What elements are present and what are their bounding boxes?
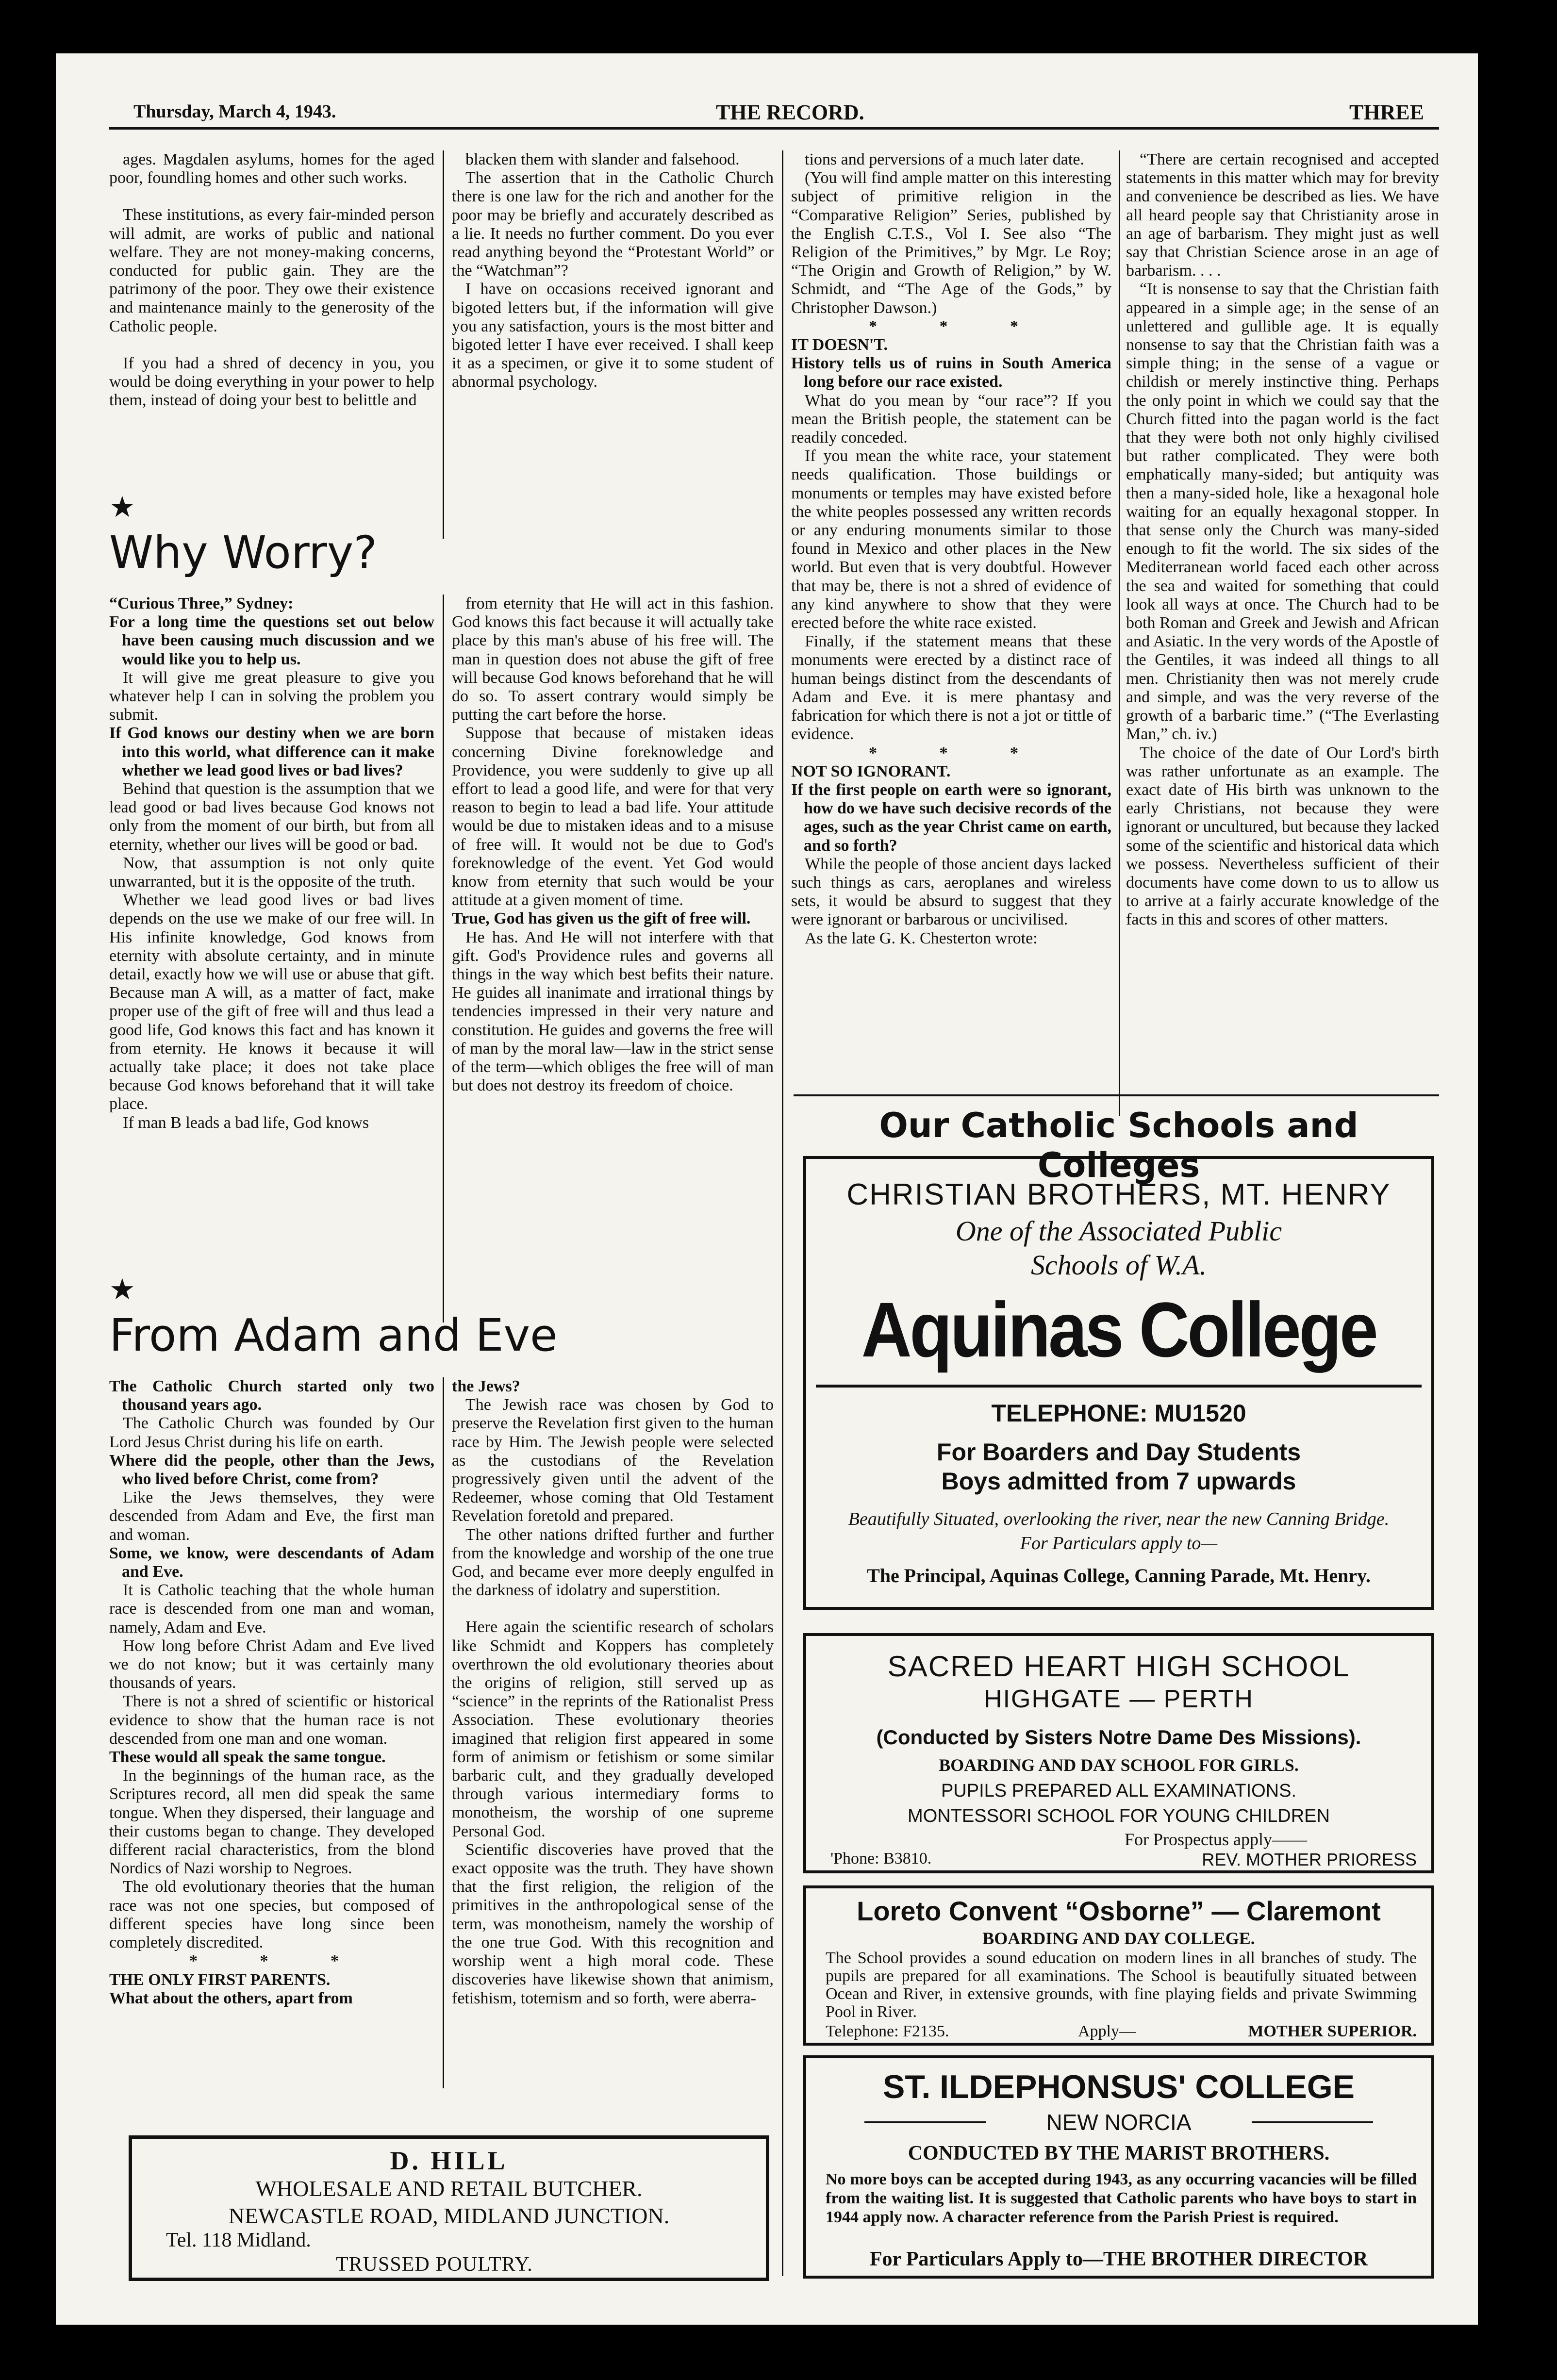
- paragraph: The assertion that in the Catholic Church there is one law for the rich and another for the poor may be briefly and accurately described as a lie. It needs no further comment. Do you ever read anything beyond the “Protestant World” or the “Watchman”?: [452, 169, 774, 280]
- paragraph: For a long time the questions set out below have been causing much discussion and we would like you to help us.: [109, 613, 434, 668]
- ad-line: For Particulars apply to—: [1020, 1533, 1218, 1554]
- paragraph: The Catholic Church started only two thousand years ago.: [109, 1377, 434, 1414]
- why-worry-col1: [109, 595, 434, 1132]
- heading-adam-and-eve: From Adam and Eve: [109, 1309, 558, 1361]
- article-continuation-col1: [109, 150, 434, 410]
- paragraph: “It is nonsense to say that the Christian faith appeared in a simple age; in the sense of an unlettered and gullible age. It is equally nonsense to say that the Christian faith was a simple thing; in the sense of a vague or childish or merely instinctive thing. Perhaps the only point in which we could say that the Church fitted into the pagan world is the fact that they were both not only highly civilised but rather complicated. They were both emphatically many-sided; but antiquity was then a many-sided hole, like a hexagonal hole waiting for an equally hexagonal stopper. In that sense only the Church was many-sided enough to fit the world. The six sides of the Mediterranean world faced each other across the sea and waited for something that could look all ways at once. The Church had to be both Roman and Greek and Jewish and African and Asiatic. In the very words of the Apostle of the Gentiles, it was indeed all things to all men. Christianity then was not merely crude and simple, and was the very reverse of the growth of a barbaric time.” (“The Everlasting Man,” ch. iv.): [1126, 280, 1439, 744]
- paragraph: the Jews?: [452, 1377, 520, 1395]
- ad-signature: REV. MOTHER PRIORESS: [1202, 1850, 1417, 1869]
- paragraph: NOT SO IGNORANT.: [791, 762, 951, 780]
- paragraph: I have on occasions received ignorant and bigoted letters but, if the information will give you any satisfaction, yours is the most bitter and bigoted letter I have ever received. I shall keep it as a specimen, or give it to some student of abnormal psychology.: [452, 280, 774, 391]
- page-number: THREE: [1349, 100, 1424, 124]
- schools-heading: Our Catholic Schools and Colleges: [879, 1106, 1358, 1185]
- ad-line: WHOLESALE AND RETAIL BUTCHER.: [255, 2176, 643, 2201]
- ad-line: D. HILL: [390, 2146, 508, 2175]
- ad-line: For Boarders and Day Students: [936, 1438, 1301, 1466]
- aquinas-title: Aquinas College: [861, 1286, 1376, 1373]
- paragraph: tions and perversions of a much later date.: [805, 150, 1084, 168]
- paragraph: * * *: [869, 317, 1047, 335]
- paragraph: * * *: [189, 1952, 368, 1970]
- paragraph: These institutions, as every fair-minded person will admit, are works of public and national welfare. They are not money-making concerns, conducted for public gain. They are the patrimony of the poor. They owe their existence and maintenance mainly to the generosity of the Catholic people.: [109, 206, 434, 335]
- paragraph: History tells us of ruins in South America long before our race existed.: [791, 354, 1111, 391]
- ad-phone: Tel. 118 Midland.: [166, 2229, 311, 2251]
- article-col4: [1126, 150, 1439, 929]
- paragraph: Behind that question is the assumption that we lead good or bad lives because God knows not only from the moment of our birth, but from all eternity, whether our lives will be good or bad.: [109, 780, 434, 854]
- header-rule: [109, 127, 1439, 130]
- ad-line: One of the Associated Public: [955, 1215, 1282, 1247]
- paragraph: The Jewish race was chosen by God to preserve the Revelation first given to the human race by Him. The Jewish people were selected as the custodians of the Revelation progressively given until the advent of the Redeemer, whose coming that Old Testament Revelation foretold and prepared.: [452, 1396, 774, 1525]
- paragraph: The Catholic Church was founded by Our Lord Jesus Christ during his life on earth.: [109, 1414, 434, 1451]
- ad-line: The Principal, Aquinas College, Canning Parade, Mt. Henry.: [867, 1565, 1371, 1587]
- paragraph: “There are certain recognised and accepted statements in this matter which may for brevity and convenience be described as lies. We have all heard people say that Christianity arose in an age of barbarism. They might just as well say that Christian Science arose in an age of barbarism. . . .: [1126, 150, 1439, 280]
- ad-d-hill-butcher: [129, 2135, 769, 2281]
- paragraph: In the beginnings of the human race, as the Scriptures record, all men did speak the same tongue. When they dispersed, their language and their customs began to change. They developed different racial characteristics, from the blond Nordics of Nazi worship to Negroes.: [109, 1767, 434, 1878]
- ad-line: BOARDING AND DAY COLLEGE.: [982, 1929, 1255, 1948]
- star-ornament: ★: [109, 491, 135, 523]
- paragraph: If you mean the white race, your statement needs qualification. Those buildings or monuments or temples may have existed before the white peoples possessed any written records or any enduring monuments similar to those found in Mexico and other places in the New world. But even that is very doubtful. However that may be, there is not a shred of evidence of any kind anywhere to show that they were erected before the white race existed.: [791, 447, 1111, 632]
- paragraph: How long before Christ Adam and Eve lived we do not know; but it was certainly many thousands of years.: [109, 1636, 434, 1692]
- ad-telephone: TELEPHONE: MU1520: [991, 1400, 1246, 1427]
- paragraph: ages. Magdalen asylums, homes for the aged poor, foundling homes and other such works.: [109, 150, 434, 187]
- paragraph: “Curious Three,” Sydney:: [109, 595, 294, 612]
- why-worry-col2: [452, 595, 774, 1095]
- paragraph: What do you mean by “our race”? If you mean the British people, the statement can be readily conceded.: [791, 391, 1111, 447]
- newspaper-page: [56, 53, 1478, 2325]
- heading-why-worry: Why Worry?: [109, 527, 378, 578]
- ad-sacred-heart: [803, 1633, 1434, 1873]
- paragraph: If the first people on earth were so ignorant, how do we have such decisive records of the ages, such as the year Christ came on earth, and so forth?: [791, 780, 1111, 855]
- column-rule: [1119, 150, 1120, 1116]
- paragraph: There is not a shred of scientific or historical evidence to show that the human race is not descended from one man and one woman.: [109, 1692, 434, 1748]
- ad-apply: Apply—: [1078, 2022, 1136, 2040]
- star-ornament: ★: [109, 1273, 135, 1306]
- issue-date: Thursday, March 4, 1943.: [133, 101, 336, 122]
- ad-body: The School provides a sound education on modern lines in all branches of study. The pupils are prepared for all examinations. The School is beautifully situated between Ocean and River, in extensive grounds, with fine playing fields and private Swimming Pool in River.: [826, 1949, 1417, 2021]
- ad-line: Beautifully Situated, overlooking the river, near the new Canning Bridge.: [848, 1509, 1390, 1529]
- ad-phone: 'Phone: B3810.: [830, 1850, 932, 1868]
- paragraph: He has. And He will not interfere with that gift. God's Providence rules and governs all things in the way which best befits their nature. He guides all inanimate and irrational things by tendencies impressed in their very nature and constitution. He guides and governs the free will of man by the moral law—law in the strict sense of the term—which obliges the free will of man but does not destroy its freedom of choice.: [452, 928, 774, 1095]
- paragraph: Whether we lead good lives or bad lives depends on the use we make of our free will. In His infinite knowledge, God knows from eternity with absolute certainty, and in minute detail, exactly how we will use or abuse that gift. Because man A will, as a matter of fact, make proper use of the gift of free will and thus lead a good life, God knows this fact and has known it from eternity. He knows it because it will actually take place; it does not take place because God knows beforehand that it will take place.: [109, 891, 434, 1113]
- ad-line: PUPILS PREPARED ALL EXAMINATIONS.: [941, 1781, 1297, 1801]
- paragraph: It is Catholic teaching that the whole human race is descended from one man and woman, namely, Adam and Eve.: [109, 1581, 434, 1636]
- ad-body: No more boys can be accepted during 1943, as any occurring vacancies will be filled from the waiting list. It is suggested that Catholic parents who have boys to start in 1944 apply now. A character reference from the Parish Priest is required.: [826, 2170, 1417, 2226]
- ad-line: NEW NORCIA: [1046, 2110, 1192, 2135]
- ad-line: ST. ILDEPHONSUS' COLLEGE: [882, 2068, 1355, 2105]
- paragraph: Suppose that because of mistaken ideas concerning Divine foreknowledge and Providence, you were suddenly to give up all effort to lead a good life, and were for that very reason to begin to lead a bad life. Your attitude would be due to mistaken ideas and to a misuse of free will. It would not be due to God's foreknowledge of the event. Yet God would know from eternity that such would be your attitude at a given moment of time.: [452, 724, 774, 909]
- ad-line: Boys admitted from 7 upwards: [941, 1468, 1296, 1495]
- column-rule: [782, 150, 783, 2276]
- paragraph: If you had a shred of decency in you, you would be doing everything in your power to help them, instead of doing your best to belittle and: [109, 354, 434, 410]
- paragraph: What about the others, apart from: [109, 1989, 353, 2007]
- ad-line: BOARDING AND DAY SCHOOL FOR GIRLS.: [939, 1755, 1299, 1775]
- ad-line: For Prospectus apply——: [1125, 1830, 1307, 1849]
- article-continuation-col2: [452, 150, 774, 392]
- paragraph: Some, we know, were descendants of Adam and Eve.: [109, 1544, 434, 1581]
- ad-st-ildephonsus: [803, 2055, 1434, 2279]
- ad-phone: Telephone: F2135.: [826, 2022, 949, 2040]
- adam-eve-col2: [452, 1377, 774, 2008]
- paragraph: If God knows our destiny when we are born into this world, what difference can it make whether we lead good lives or bad lives?: [109, 724, 434, 779]
- column-rule: [443, 150, 444, 539]
- paragraph: These would all speak the same tongue.: [109, 1748, 386, 1767]
- column-rule: [443, 1377, 444, 2088]
- paragraph: Scientific discoveries have proved that the exact opposite was the truth. They have shown that the first religion, the religion of the primitives in the anthropological sense of the term, was monotheism, namely the worship of the one true God. With this recognition and worship went a high moral code. These discoveries have likewise shown that animism, fetishism, totemism and so forth, were aberra-: [452, 1840, 774, 2007]
- ad-line: CONDUCTED BY THE MARIST BROTHERS.: [908, 2142, 1330, 2165]
- paragraph: IT DOESN'T.: [791, 336, 888, 354]
- paragraph: If man B leads a bad life, God knows: [123, 1113, 369, 1132]
- ad-line: For Particulars Apply to—THE BROTHER DIRECTOR: [869, 2248, 1368, 2270]
- paragraph: (You will find ample matter on this interesting subject of primitive religion in the “Comparative Religion” Series, published by the English C.T.S., Vol I. See also “The Religion of the Primitives,” by Mgr. Le Roy; “The Origin and Growth of Religion,” by W. Schmidt, and “The Age of the Gods,” by Christopher Dawson.): [791, 169, 1111, 317]
- paragraph: blacken them with slander and falsehood.: [465, 150, 740, 168]
- column-rule: [443, 595, 444, 1322]
- paragraph: Here again the scientific research of scholars like Schmidt and Koppers has completely overthrown the old evolutionary theories about the origins of religion, still served up as “science” in the reprints of the Rationalist Press Association. These evolutionary theories imagined that religion first appeared in some form of animism or fetishism or some similar barbaric cult, and they gradually developed through various intermediary forms to monotheism, the worship of one supreme Personal God.: [452, 1618, 774, 1840]
- ad-rule: [816, 1385, 1422, 1388]
- ad-line: Loreto Convent “Osborne” — Claremont: [857, 1896, 1381, 1926]
- adam-eve-col1: [109, 1377, 434, 2008]
- ad-line: Schools of W.A.: [1031, 1249, 1207, 1281]
- ad-line: SACRED HEART HIGH SCHOOL: [887, 1650, 1350, 1683]
- paragraph: Now, that assumption is not only quite unwarranted, but it is the opposite of the truth.: [109, 854, 434, 891]
- ad-line: MONTESSORI SCHOOL FOR YOUNG CHILDREN: [908, 1806, 1330, 1826]
- ad-line: HIGHGATE — PERTH: [984, 1685, 1254, 1713]
- paragraph: The choice of the date of Our Lord's birth was rather unfortunate as an example. The exact date of His birth was unknown to the early Christians, not because they were ignorant or uncultured, but because they lacked some of the scientific and historical data which we possess. Nevertheless sufficient of their documents have come down to us to allow us to arrive at a fairly accurate knowledge of the facts in this and scores of other matters.: [1126, 744, 1439, 929]
- paragraph: * * *: [869, 744, 1047, 762]
- paragraph: As the late G. K. Chesterton wrote:: [805, 929, 1038, 947]
- paragraph: from eternity that He will act in this fashion. God knows this fact because it will actually take place by this man's abuse of his free will. The man in question does not abuse the gift of free will because God knows beforehand that he will do so. To assert contrary would simply be putting the cart before the horse.: [452, 595, 774, 724]
- paragraph: Where did the people, other than the Jews, who lived before Christ, come from?: [109, 1451, 434, 1488]
- ad-signature: MOTHER SUPERIOR.: [1248, 2022, 1417, 2040]
- ad-line: TRUSSED POULTRY.: [336, 2253, 533, 2276]
- section-rule: [794, 1094, 1439, 1096]
- paragraph: It will give me great pleasure to give you whatever help I can in solving the problem you submit.: [109, 668, 434, 724]
- paragraph: The old evolutionary theories that the human race was not one species, but composed of different species have long since been completely discredited.: [109, 1878, 434, 1952]
- paragraph: Finally, if the statement means that these monuments were erected by a distinct race of human beings distinct from the descendants of Adam and Eve. it is mere phantasy and fabrication for which there is not a jot or tittle of evidence.: [791, 632, 1111, 744]
- ad-line: CHRISTIAN BROTHERS, MT. HENRY: [846, 1178, 1391, 1211]
- ad-loreto-convent: [803, 1885, 1434, 2046]
- ad-line: (Conducted by Sisters Notre Dame Des Missions).: [876, 1726, 1361, 1749]
- paragraph: True, God has given us the gift of free will.: [452, 909, 751, 928]
- paragraph: The other nations drifted further and further from the knowledge and worship of the one true God, and became ever more deeply engulfed in the darkness of idolatry and superstition.: [452, 1525, 774, 1600]
- ad-aquinas-college: [803, 1156, 1434, 1610]
- newspaper-name: THE RECORD.: [716, 100, 864, 124]
- paragraph: While the people of those ancient days lacked such things as cars, aeroplanes and wireless sets, it would be absurd to suggest that they were ignorant or barbarous or uncivilised.: [791, 855, 1111, 929]
- article-col3: [791, 150, 1111, 948]
- paragraph: THE ONLY FIRST PARENTS.: [109, 1970, 331, 1989]
- paragraph: Like the Jews themselves, they were descended from Adam and Eve, the first man and woman.: [109, 1488, 434, 1544]
- ad-line: NEWCASTLE ROAD, MIDLAND JUNCTION.: [228, 2203, 670, 2228]
